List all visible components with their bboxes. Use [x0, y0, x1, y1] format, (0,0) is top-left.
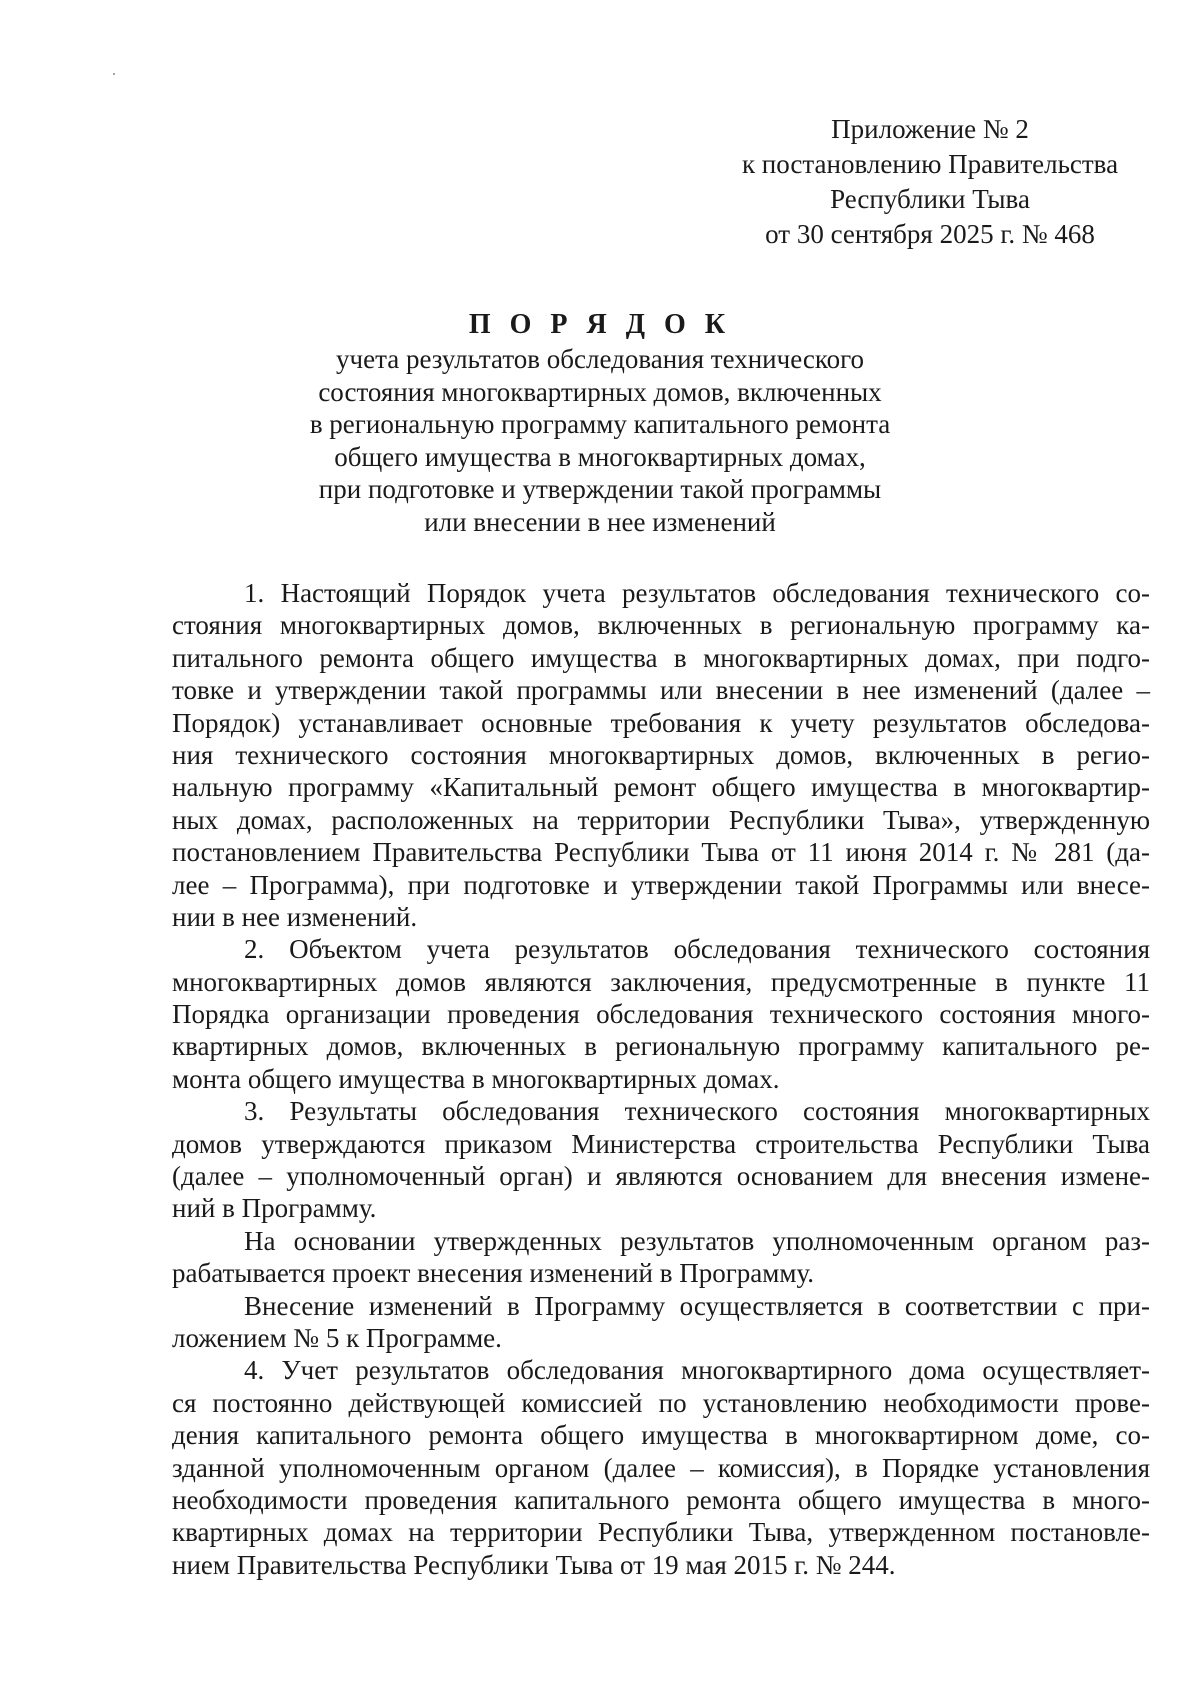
text-line: рабатывается проект внесения изменений в Программу.	[172, 1258, 814, 1289]
text-line: Внесение изменений в Программу осуществляется в соответствии с при-	[244, 1290, 1150, 1321]
text-line: зданной уполномоченным органом (далее – комиссия), в Порядке установления	[172, 1452, 1150, 1483]
paragraph-3-basis	[172, 1225, 1150, 1290]
paragraph-3-amendments	[172, 1290, 1150, 1355]
text-line: 4. Учет результатов обследования многоквартирного дома осуществляет-	[244, 1355, 1150, 1386]
subtitle-line: или внесении в нее изменений	[424, 506, 776, 537]
text-line: домов утверждаются приказом Министерства строительства Республики Тыва	[172, 1128, 1150, 1159]
text-line: ных домах, расположенных на территории Республики Тыва», утвержденную	[172, 804, 1150, 835]
text-line: На основании утвержденных результатов уполномоченным органом раз-	[244, 1225, 1150, 1256]
appendix-reference: к постановлению Правительства	[741, 149, 1119, 179]
document-subtitle	[170, 343, 1030, 539]
subtitle-line: общего имущества в многоквартирных домах,	[334, 441, 866, 472]
paragraph-1	[172, 577, 1150, 933]
subtitle-line: учета результатов обследования технического	[336, 344, 864, 374]
text-line: необходимости проведения капитального ремонта общего имущества в много-	[172, 1484, 1150, 1515]
appendix-block	[720, 112, 1140, 252]
text-line: ложением № 5 к Программе.	[172, 1322, 502, 1353]
appendix-date: от 30 сентября 2025 г. № 468	[765, 219, 1095, 249]
text-line: монта общего имущества в многоквартирных домах.	[172, 1063, 780, 1094]
text-line: лее – Программа), при подготовке и утверждении такой Программы или внесе-	[172, 869, 1150, 900]
text-line: многоквартирных домов являются заключения, предусмотренные в пункте 11	[172, 966, 1150, 997]
document-body	[172, 577, 1150, 1581]
text-line: квартирных домах на территории Республики Тыва, утвержденном постановле-	[172, 1517, 1150, 1548]
appendix-republic: Республики Тыва	[830, 184, 1030, 214]
text-line: Порядка организации проведения обследования технического состояния много-	[172, 999, 1150, 1030]
text-line: товке и утверждении такой программы или внесении в нее изменений (далее –	[172, 675, 1150, 706]
text-line: ний в Программу.	[172, 1193, 377, 1224]
text-line: стояния многоквартирных домов, включенных в региональную программу ка-	[172, 610, 1150, 641]
paragraph-3	[172, 1095, 1150, 1225]
paragraph-4	[172, 1354, 1150, 1581]
text-line: Порядок) устанавливает основные требования к учету результатов обследова-	[172, 707, 1150, 738]
text-line: нальную программу «Капитальный ремонт общего имущества в многоквартир-	[172, 772, 1150, 803]
subtitle-line: при подготовке и утверждении такой программы	[318, 474, 882, 505]
text-line: 1. Настоящий Порядок учета результатов обследования технического со-	[244, 578, 1150, 608]
subtitle-line: состояния многоквартирных домов, включенных	[318, 376, 882, 407]
text-line: (далее – уполномоченный орган) и являются основанием для внесения измене-	[172, 1161, 1150, 1192]
text-line: питального ремонта общего имущества в многоквартирных домах, при подго-	[172, 642, 1150, 673]
text-line: 2. Объектом учета результатов обследования технического состояния	[244, 934, 1150, 965]
text-line: ся постоянно действующей комиссией по установлению необходимости прове-	[172, 1387, 1150, 1418]
text-line: нии в нее изменений.	[172, 901, 418, 932]
scan-speck	[113, 73, 115, 75]
appendix-number: Приложение № 2	[831, 114, 1029, 144]
text-line: дения капитального ремонта общего имущества в многоквартирном доме, со-	[172, 1420, 1150, 1451]
text-line: ния технического состояния многоквартирных домов, включенных в регио-	[172, 739, 1150, 770]
document-title: П О Р Я Д О К	[468, 309, 732, 340]
text-line: 3. Результаты обследования технического состояния многоквартирных	[244, 1096, 1150, 1127]
paragraph-2	[172, 933, 1150, 1095]
text-line: квартирных домов, включенных в региональную программу капитального ре-	[172, 1031, 1150, 1062]
subtitle-line: в региональную программу капитального ремонта	[309, 409, 891, 440]
text-line: постановлением Правительства Республики Тыва от 11 июня 2014 г. № 281 (да-	[172, 837, 1150, 868]
text-line: нием Правительства Республики Тыва от 19 мая 2015 г. № 244.	[172, 1549, 896, 1580]
